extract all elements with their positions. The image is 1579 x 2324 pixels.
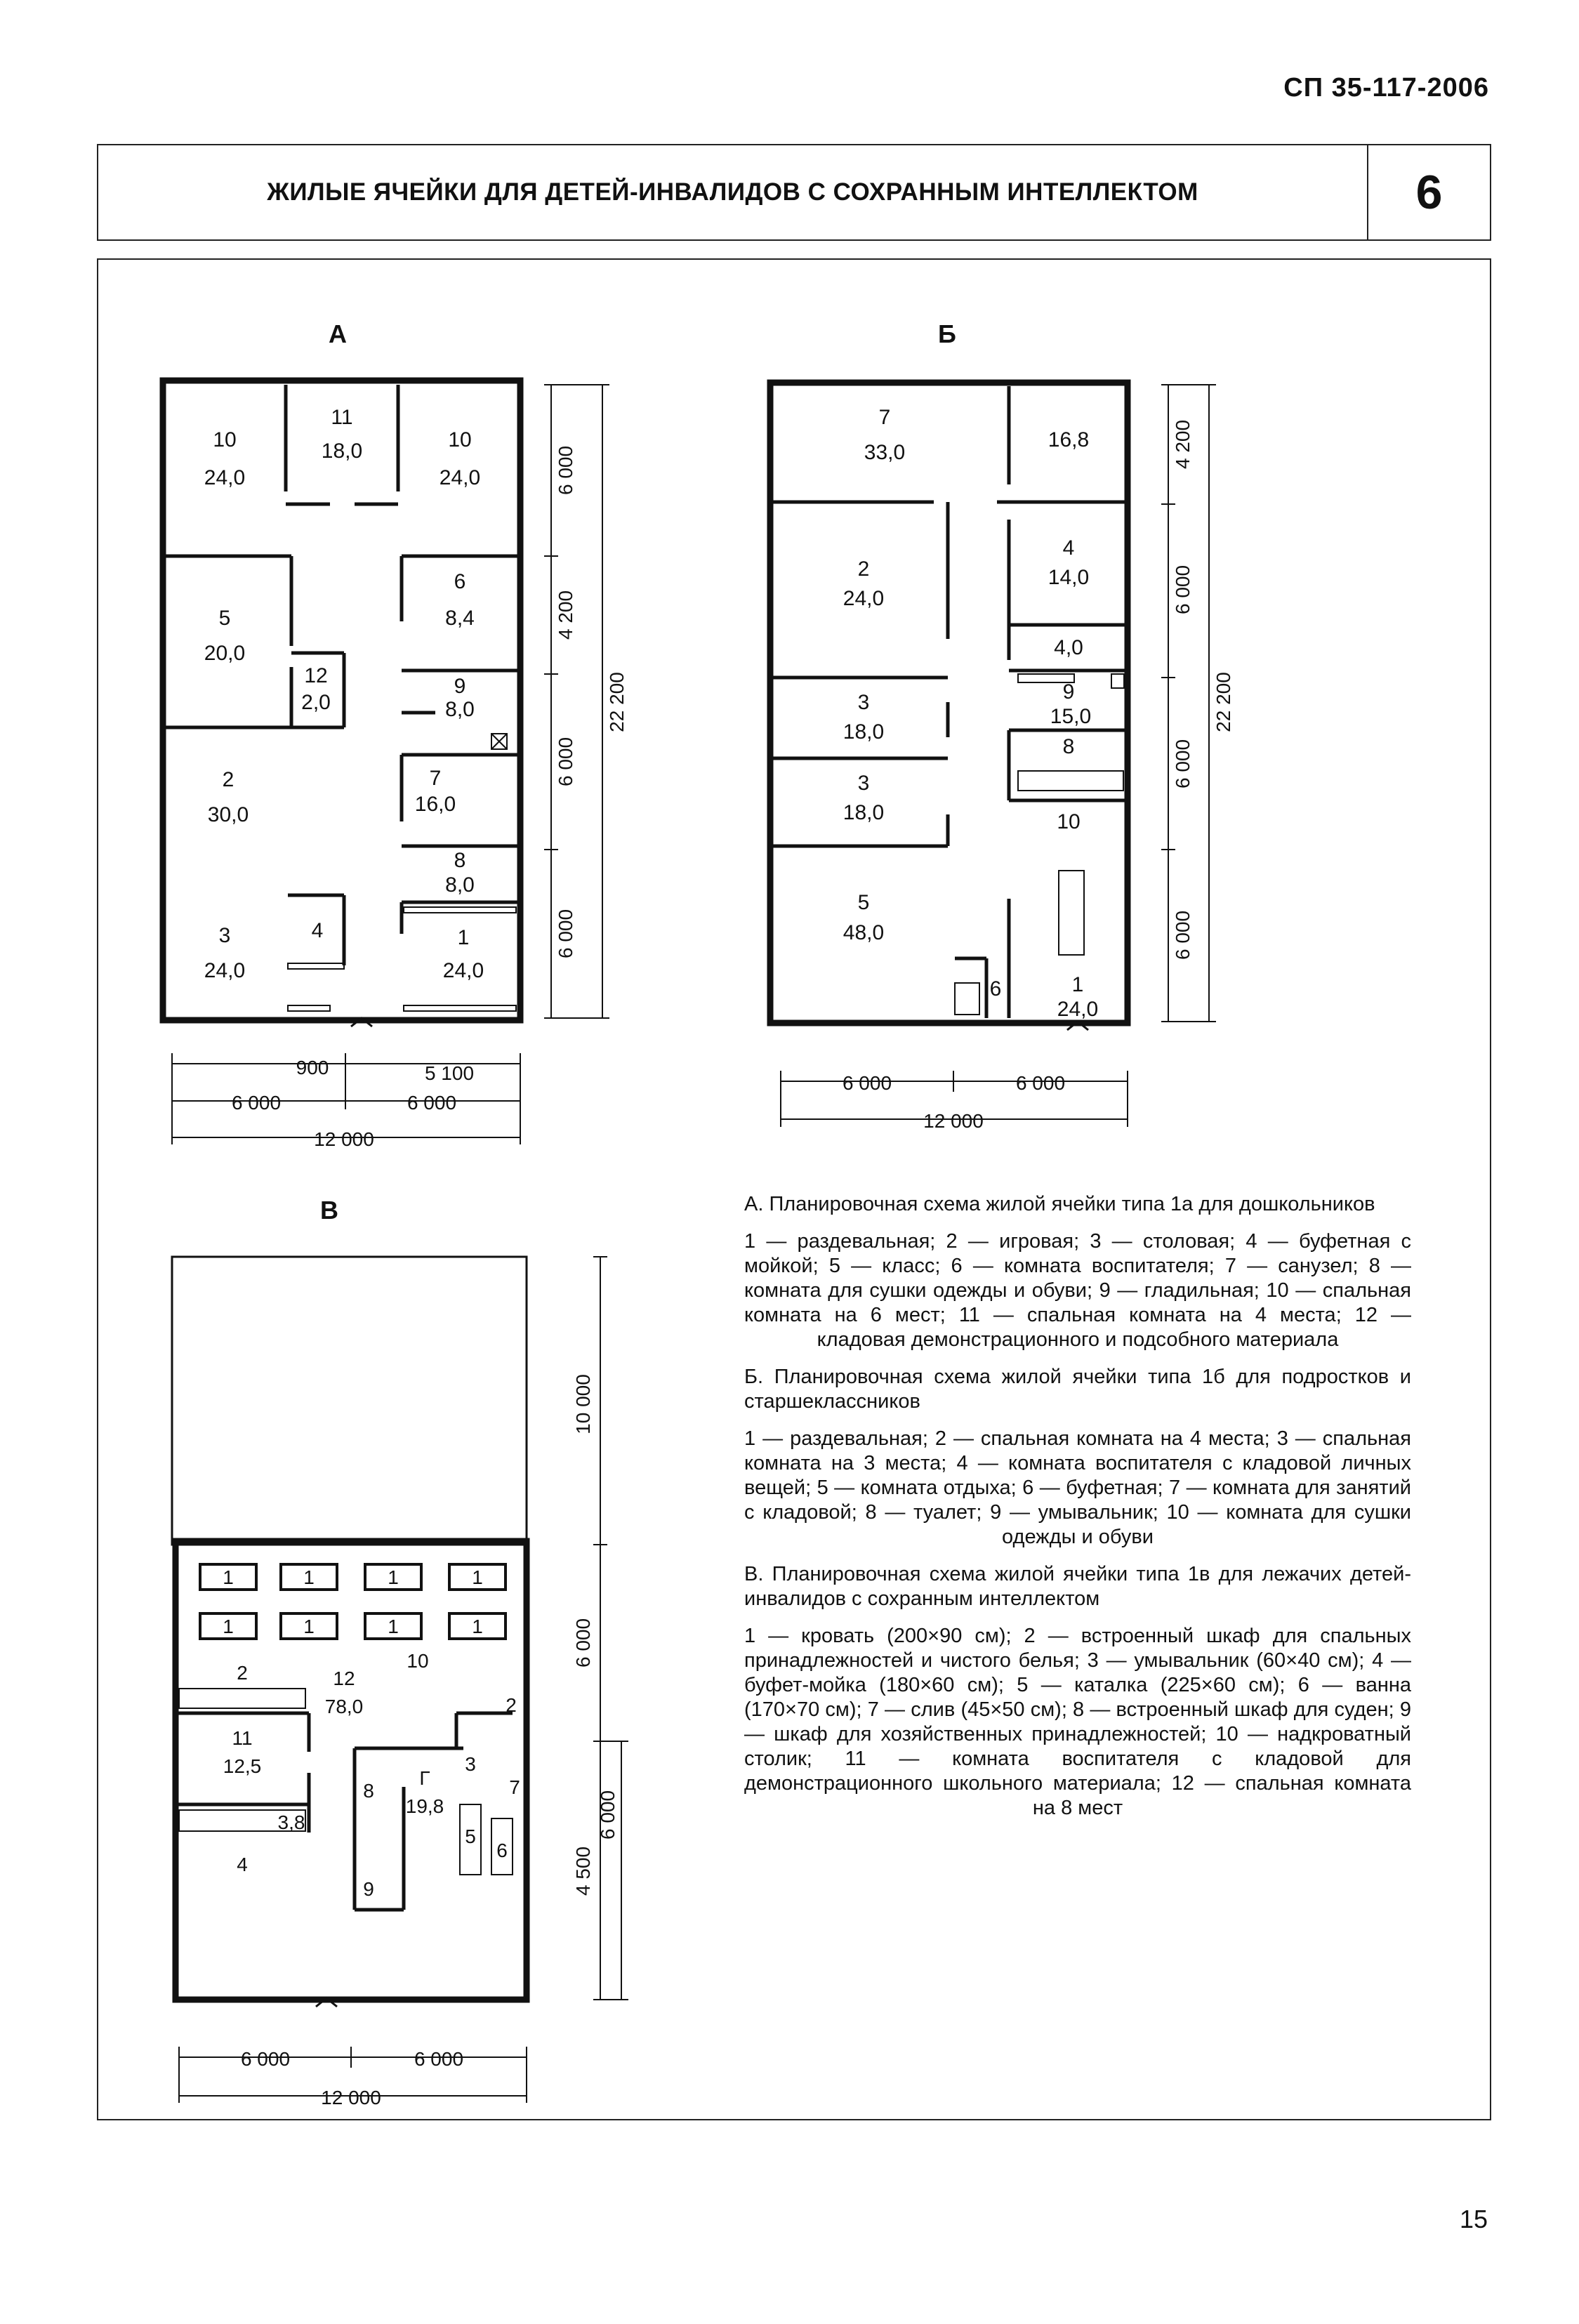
plan-b-letter: Б [938, 319, 956, 348]
legend-b-items: 1 — раздевальная; 2 — спальная комната на 4 места; 3 — спальная комната на 3 места; 4 — комната воспитателя с кладовой личных вещей; 5 — комната отдыха; 6 — буфетная; 7 — комната для занятий с кладовой; 8 — туалет; 9 — умывальник; 10 — комната для сушки одежды и обуви [744, 1427, 1411, 1548]
plan-c-label: 1 [388, 1566, 399, 1588]
plan-a-dim: 6 000 [555, 737, 576, 787]
plan-a-dim: 12 000 [314, 1128, 374, 1150]
plan-a-room-label: 8,0 [445, 873, 475, 897]
plan-a-drawing [163, 381, 609, 1144]
plan-c-label: Г [419, 1767, 430, 1789]
plan-c-dim: 4 500 [572, 1846, 594, 1896]
plan-a-room-label: 3 [218, 924, 231, 947]
plan-a-room-label: 16,0 [414, 793, 456, 816]
plan-a-room-label: 24,0 [204, 959, 246, 982]
plan-c-dim: 6 000 [240, 2048, 291, 2070]
plan-b-room-label: 33,0 [864, 441, 906, 464]
plan-b-dim: 22 200 [1213, 672, 1234, 732]
plan-b-room-label: 18,0 [843, 720, 885, 744]
document-code: СП 35-117-2006 [1283, 73, 1489, 103]
plan-c-letter: В [320, 1196, 338, 1224]
plan-c-label: 1 [303, 1616, 315, 1637]
plan-c-label: 8 [363, 1780, 374, 1802]
plan-b-room-label: 18,0 [843, 801, 885, 824]
plan-c-dim: 6 000 [572, 1618, 594, 1668]
plan-c-label: 1 [472, 1566, 483, 1588]
plan-a-room-label: 24,0 [442, 959, 484, 982]
plan-b-room-label: 9 [1062, 680, 1075, 704]
plan-a-room-label: 1 [457, 926, 470, 949]
plan-c-label: 2 [237, 1662, 248, 1684]
plan-b-dim: 6 000 [1172, 565, 1194, 615]
plan-a-room-label: 24,0 [204, 466, 246, 489]
legend-a-caption: А. Планировочная схема жилой ячейки типа 1а для дошкольников [744, 1193, 1375, 1215]
plan-a-room-label: 8 [454, 849, 466, 872]
plan-a-room-label: 10 [448, 428, 472, 451]
plan-c-label: 1 [388, 1616, 399, 1637]
plan-a-dim: 4 200 [555, 590, 576, 640]
plan-c-label: 11 [232, 1727, 253, 1749]
page-number: 15 [1459, 2205, 1488, 2233]
plan-b-drawing [770, 383, 1216, 1127]
plan-c-label: 6 [496, 1840, 508, 1861]
legend-c-items: 1 — кровать (200×90 см); 2 — встроенный шкаф для спальных принадлежностей и чистого белья; 3 — умывальник (60×40 см); 4 — буфет-мойка (180×60 см); 5 — каталка (225×60 см); 6 — ванна (170×70 см); 7 — слив (45×50 см); 8 — встроенный шкаф для суден; 9 — шкаф для хозяйственных принадлежностей; 10 — надкроватный столик; 11 — комната воспитателя с кладовой для демонстрационного школьного материала; 12 — спальная комната на 8 мест [744, 1625, 1411, 1819]
plan-a-room-label: 24,0 [439, 466, 481, 489]
plan-b-room-label: 8 [1062, 735, 1075, 758]
plan-b-room-label: 3 [857, 691, 870, 714]
plan-c-label: 78,0 [324, 1696, 364, 1717]
plan-c-label: 3 [465, 1753, 476, 1775]
plan-b-room-label: 5 [857, 891, 870, 914]
plan-c-label: 4 [237, 1854, 248, 1875]
plan-b-room-label: 3 [857, 772, 870, 795]
plan-a-dim: 6 000 [555, 909, 576, 959]
plan-b-room-label: 1 [1071, 973, 1084, 996]
plan-a-room-label: 12 [304, 664, 328, 687]
plan-b-dim: 6 000 [842, 1072, 892, 1094]
plan-c-label: 3,8 [277, 1811, 305, 1833]
plan-a-room-label: 4 [311, 919, 324, 942]
plan-a-dim: 900 [296, 1057, 329, 1078]
plan-c-label: 1 [223, 1616, 234, 1637]
plan-a-room-label: 18,0 [321, 440, 363, 463]
plan-a-room-label: 6 [454, 570, 466, 593]
plan-a-dim: 6 000 [231, 1092, 282, 1114]
plan-c-label: 9 [363, 1878, 374, 1900]
plan-a-room-label: 5 [218, 607, 231, 630]
plan-b-dim: 4 200 [1172, 419, 1194, 470]
plan-a-room-label: 2,0 [301, 691, 331, 714]
plan-c-dim: 10 000 [572, 1374, 594, 1434]
plan-c-dim: 12 000 [321, 2087, 381, 2108]
plan-b-dim: 6 000 [1015, 1072, 1066, 1094]
plan-c-label: 12 [333, 1668, 355, 1689]
legend-a-items: 1 — раздевальная; 2 — игровая; 3 — столовая; 4 — буфетная с мойкой; 5 — класс; 6 — комната воспитателя; 7 — санузел; 8 — комната для сушки одежды и обуви; 9 — гладильная; 10 — спальная комната на 6 мест; 11 — спальная комната на 4 места; 12 — кладовая демонстрационного и подсобного материала [744, 1230, 1411, 1351]
plan-c-label: 1 [472, 1616, 483, 1637]
plan-b-room-label: 6 [989, 977, 1002, 1001]
plan-c-label: 1 [303, 1566, 315, 1588]
plan-b-room-label: 14,0 [1048, 566, 1090, 589]
plan-a-room-label: 7 [429, 767, 442, 790]
plan-b-dim: 6 000 [1172, 910, 1194, 960]
plan-b-room-label: 10 [1057, 810, 1081, 833]
plan-a-dim: 6 000 [555, 445, 576, 496]
section-number: 6 [1415, 166, 1443, 219]
plan-a-dim: 5 100 [424, 1062, 475, 1084]
plan-c-dim: 6 000 [597, 1790, 619, 1840]
plan-c-label: 1 [223, 1566, 234, 1588]
plan-b-room-label: 4,0 [1054, 636, 1083, 659]
plan-b-room-label: 24,0 [1057, 998, 1099, 1021]
plan-b-room-label: 16,8 [1048, 428, 1090, 451]
plan-b-room-label: 48,0 [843, 921, 885, 944]
plan-a-room-label: 10 [213, 428, 237, 451]
plan-b-room-label: 24,0 [843, 587, 885, 610]
plan-a-room-label: 9 [454, 675, 466, 698]
legend [744, 1192, 1411, 1833]
plan-a-room-label: 11 [331, 406, 353, 429]
plan-c-label: 12,5 [223, 1755, 262, 1777]
plan-b-room-label: 15,0 [1050, 705, 1092, 728]
plan-b-dim: 6 000 [1172, 739, 1194, 789]
plan-c-label: 10 [407, 1650, 429, 1672]
plan-a-letter: А [329, 319, 347, 348]
plan-b-room-label: 4 [1062, 536, 1075, 560]
plan-a-room-label: 30,0 [207, 803, 249, 826]
plan-c-dim: 6 000 [414, 2048, 464, 2070]
plan-a-room-label: 2 [222, 768, 234, 791]
plan-a-dim: 22 200 [606, 672, 628, 732]
plan-c-label: 19,8 [405, 1795, 444, 1817]
legend-c-caption: В. Планировочная схема жилой ячейки типа 1в для лежачих детей-инвалидов с сохранным интеллектом [744, 1563, 1411, 1610]
plan-c-label: 2 [506, 1694, 517, 1716]
section-title: ЖИЛЫЕ ЯЧЕЙКИ ДЛЯ ДЕТЕЙ-ИНВАЛИДОВ С СОХРАННЫМ ИНТЕЛЛЕКТОМ [98, 145, 1368, 239]
plan-a-dim: 6 000 [407, 1092, 457, 1114]
plan-c-label: 7 [509, 1776, 520, 1798]
plan-a-room-label: 20,0 [204, 642, 246, 665]
plan-b-room-label: 7 [878, 406, 891, 429]
plan-a-room-label: 8,4 [445, 607, 475, 630]
plan-b-room-label: 2 [857, 557, 870, 581]
plan-b-dim: 12 000 [923, 1110, 984, 1132]
plan-a-room-label: 8,0 [445, 698, 475, 721]
plan-c-label: 5 [465, 1825, 476, 1847]
legend-b-caption: Б. Планировочная схема жилой ячейки типа 1б для подростков и старшеклассников [744, 1366, 1411, 1413]
